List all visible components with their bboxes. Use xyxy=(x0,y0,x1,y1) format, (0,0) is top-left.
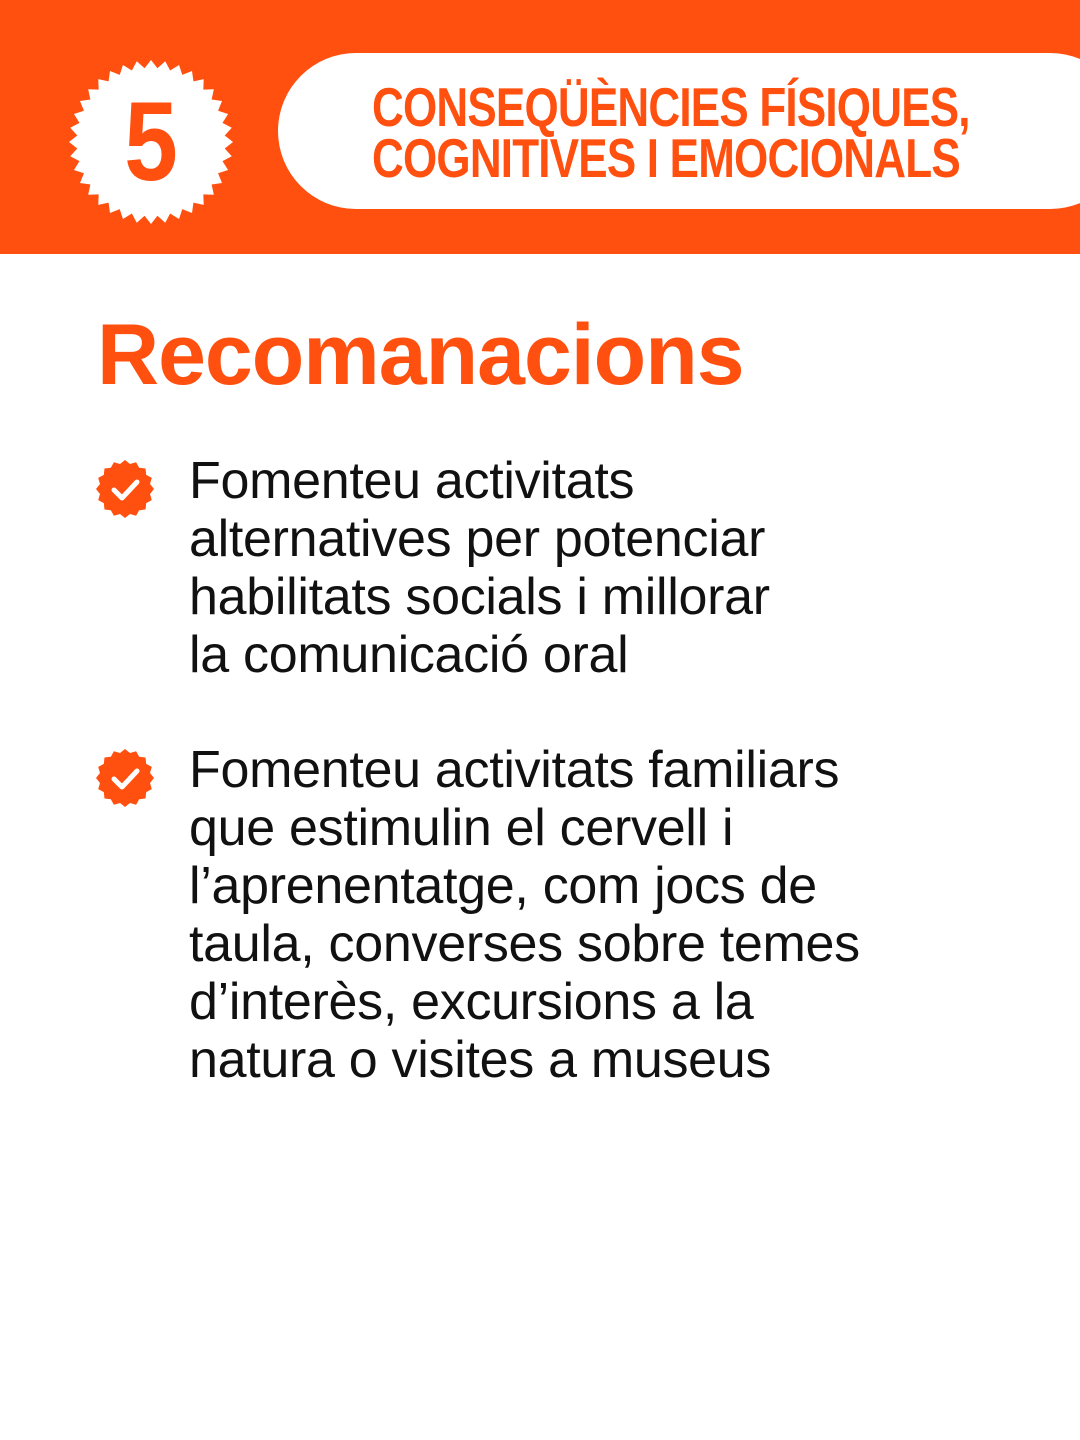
recommendations-heading: Recomanacions xyxy=(97,307,744,403)
section-number: 5 xyxy=(124,79,178,204)
check-badge-icon xyxy=(96,749,154,807)
recommendation-text xyxy=(189,452,969,684)
recommendation-line: la comunicació oral xyxy=(189,626,629,684)
recommendation-line: que estimulin el cervell i xyxy=(189,799,734,857)
recommendation-line: natura o visites a museus xyxy=(189,1031,772,1089)
recommendation-line: Fomenteu activitats xyxy=(189,452,635,510)
recommendation-line: taula, converses sobre temes xyxy=(189,915,860,973)
recommendation-line: l’aprenentatge, com jocs de xyxy=(189,857,817,915)
recommendation-line: habilitats socials i millorar xyxy=(189,568,770,626)
recommendation-line: alternatives per potenciar xyxy=(189,510,766,568)
section-title-line: CONSEQÜÈNCIES FÍSIQUES, xyxy=(372,76,970,138)
section-number-badge xyxy=(69,60,233,224)
recommendation-line: d’interès, excursions a la xyxy=(189,973,754,1031)
recommendation-text xyxy=(189,741,969,1089)
recommendation-line: Fomenteu activitats familiars xyxy=(189,741,840,799)
section-title xyxy=(372,76,970,189)
check-badge-icon xyxy=(96,460,154,518)
section-title-line: COGNITIVES I EMOCIONALS xyxy=(372,127,960,189)
